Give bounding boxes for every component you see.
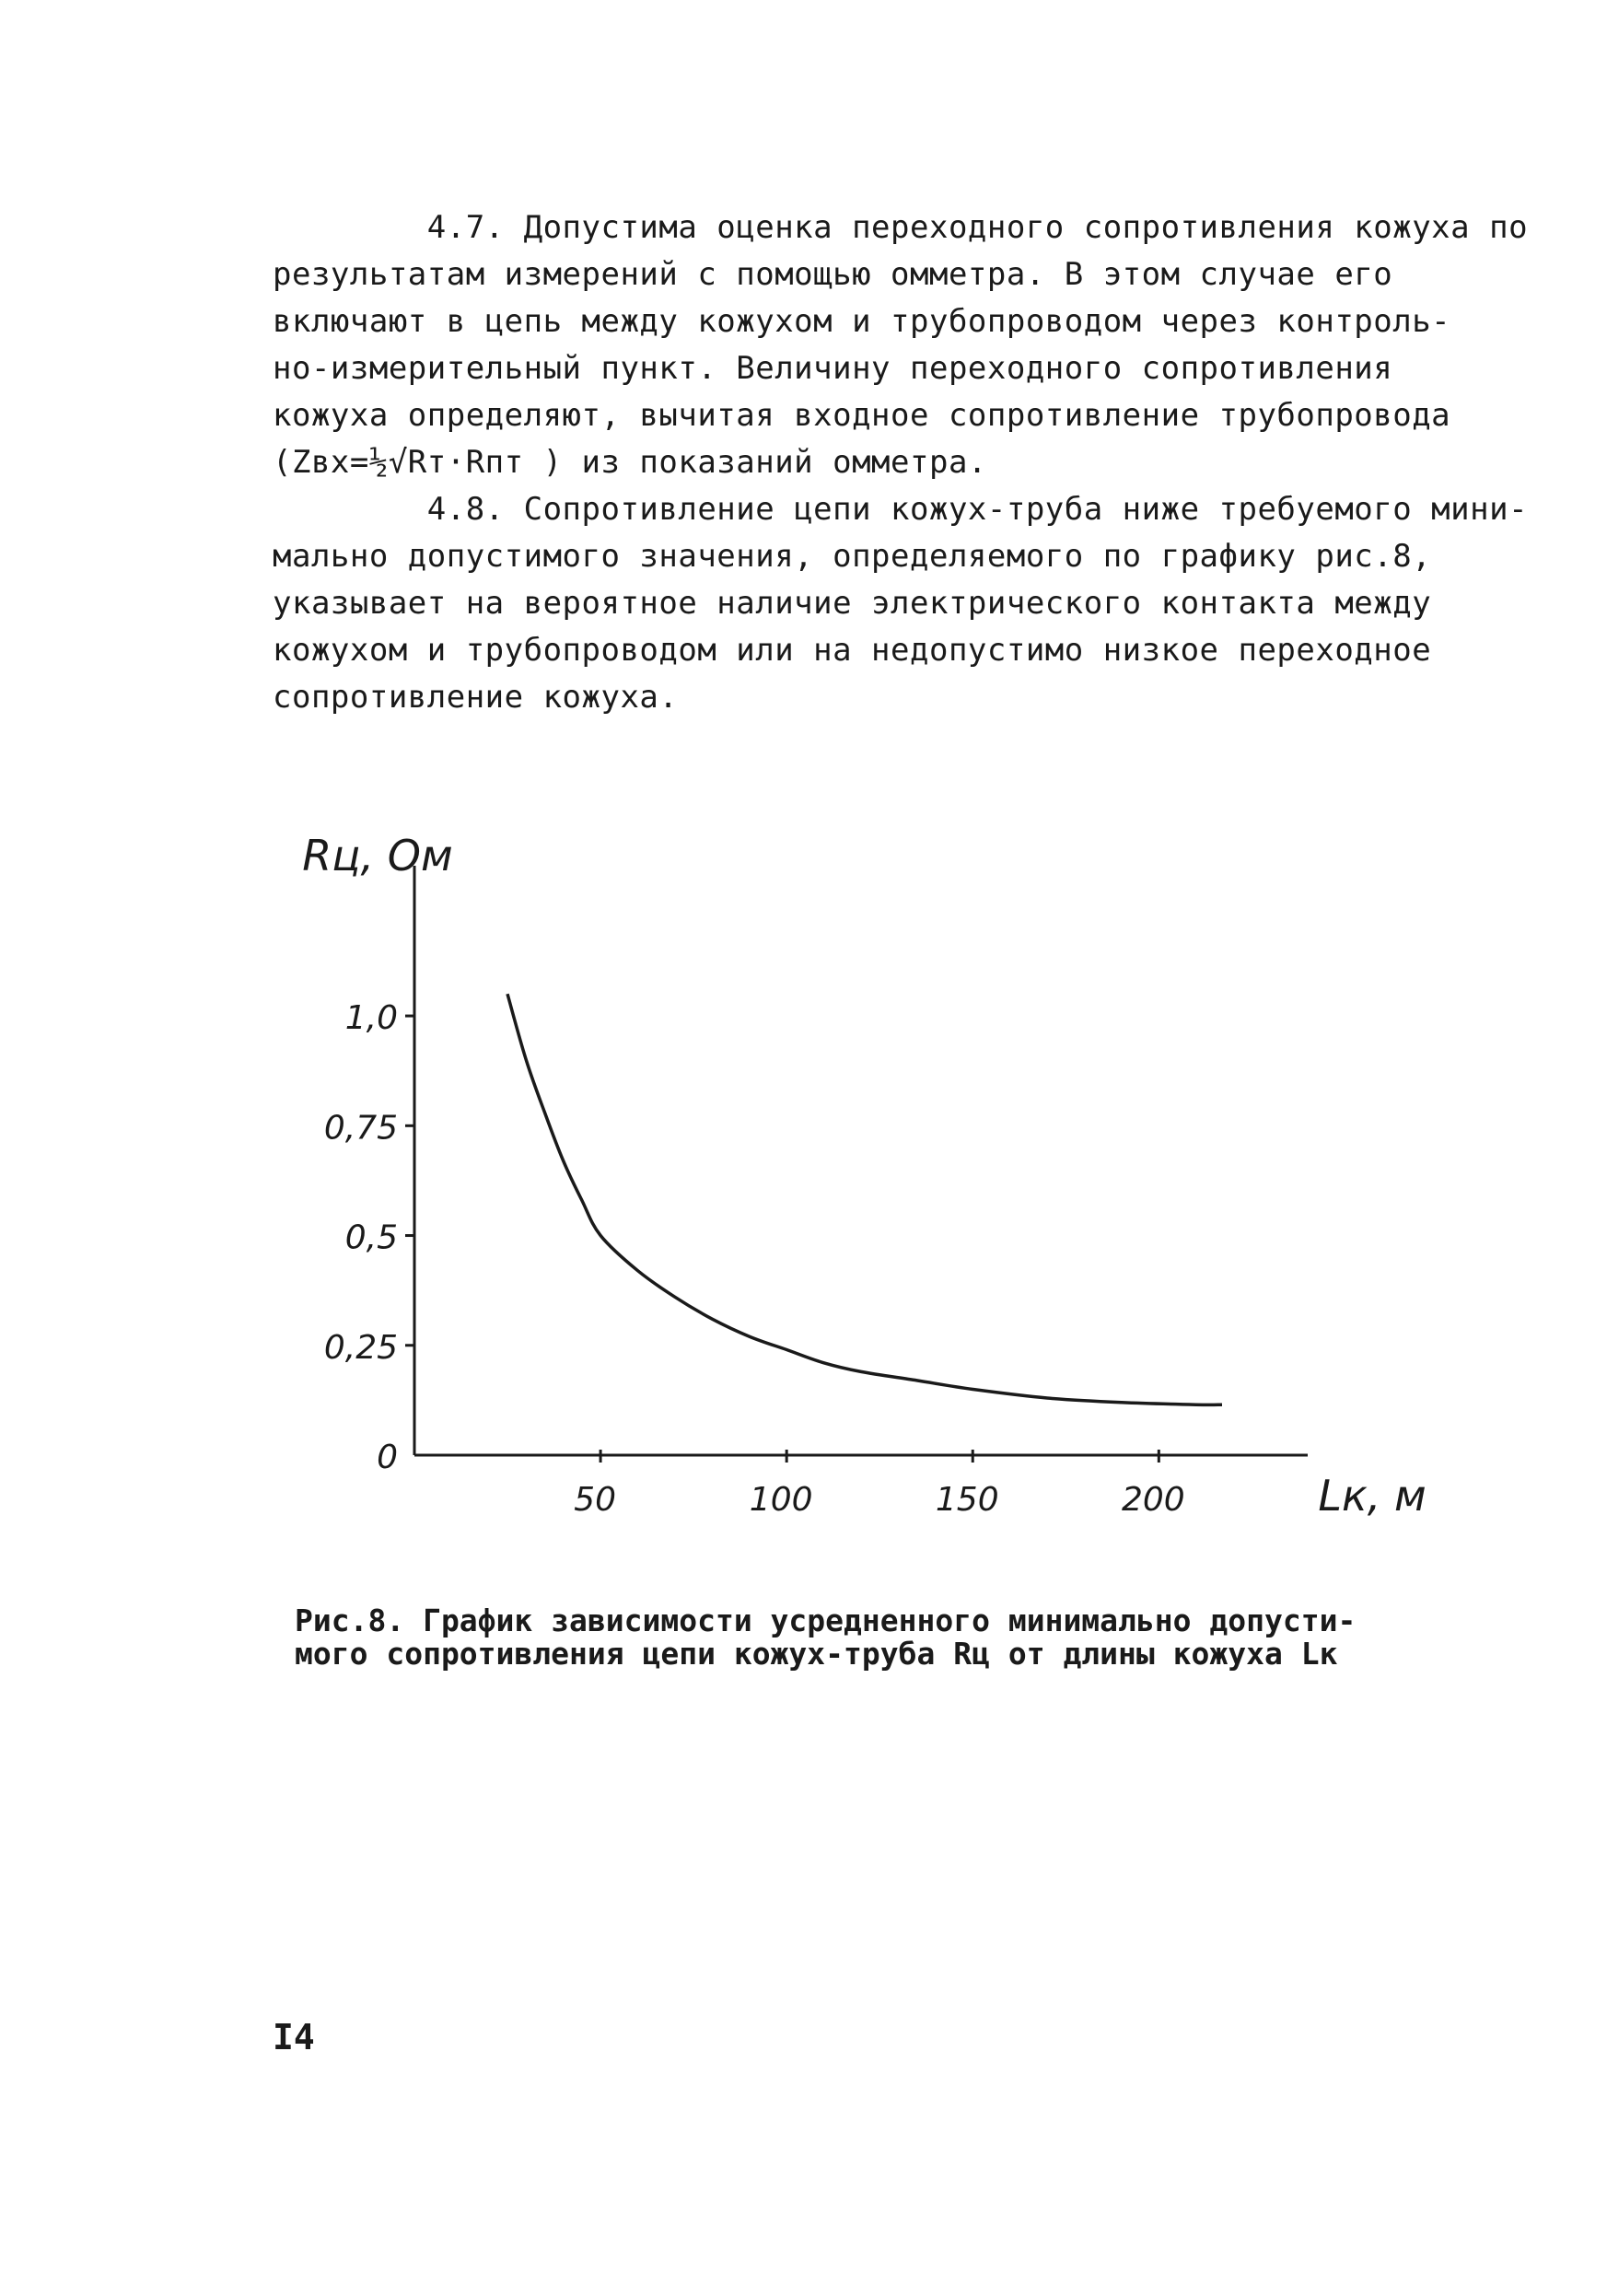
paragraph-line: (Zвх=½√Rт·Rпт ) из показаний омметра.: [273, 444, 987, 481]
page-number: I4: [273, 2017, 315, 2057]
paragraph-line: 4.7. Допустима оценка переходного сопротивления кожуха по: [273, 209, 1529, 246]
y-tick-label: 0,75: [323, 1109, 398, 1148]
y-tick-label: 1,0: [344, 999, 398, 1038]
y-axis-label: Rц, Ом: [302, 831, 453, 880]
paragraph-line: включают в цепь между кожухом и трубопроводом через контроль-: [273, 303, 1451, 340]
paragraph-line: сопротивление кожуха.: [273, 679, 679, 716]
paragraph-line: указывает на вероятное наличие электрического контакта между: [273, 585, 1432, 622]
paragraph-4-7: [273, 204, 1529, 486]
paragraph-line: но-измерительный пункт. Величину переходного сопротивления: [273, 350, 1393, 387]
caption-line: мого сопротивления цепи кожух-труба Rц от длины кожуха Lк: [295, 1636, 1338, 1672]
y-tick-label: 0,25: [323, 1328, 398, 1367]
paragraph-line: кожуха определяют, вычитая входное сопротивление трубопровода: [273, 397, 1451, 434]
figure-caption: [295, 1604, 1492, 1671]
paragraph-line: 4.8. Сопротивление цепи кожух-труба ниже требуемого мини-: [273, 491, 1529, 528]
paragraph-line: кожухом и трубопроводом или на недопустимо низкое переходное: [273, 632, 1432, 669]
caption-line: Рис.8. График зависимости усредненного минимально допусти-: [295, 1603, 1357, 1638]
paragraph-4-8: [273, 486, 1529, 721]
y-tick-label: 0: [377, 1439, 398, 1476]
paragraph-line: мально допустимого значения, определяемого по графику рис.8,: [273, 538, 1432, 575]
paragraph-line: результатам измерений с помощью омметра. В этом случае его: [273, 256, 1393, 293]
x-axis-label: Lк, м: [1318, 1471, 1427, 1521]
x-tick-label: 50: [574, 1481, 616, 1519]
y-tick-label: 0,5: [344, 1218, 398, 1257]
series-line-0: [507, 994, 1222, 1404]
x-tick-label: 150: [935, 1481, 999, 1519]
resistance-vs-length-chart: [276, 792, 1437, 1547]
x-tick-label: 100: [749, 1481, 813, 1519]
x-tick-label: 200: [1121, 1481, 1185, 1519]
